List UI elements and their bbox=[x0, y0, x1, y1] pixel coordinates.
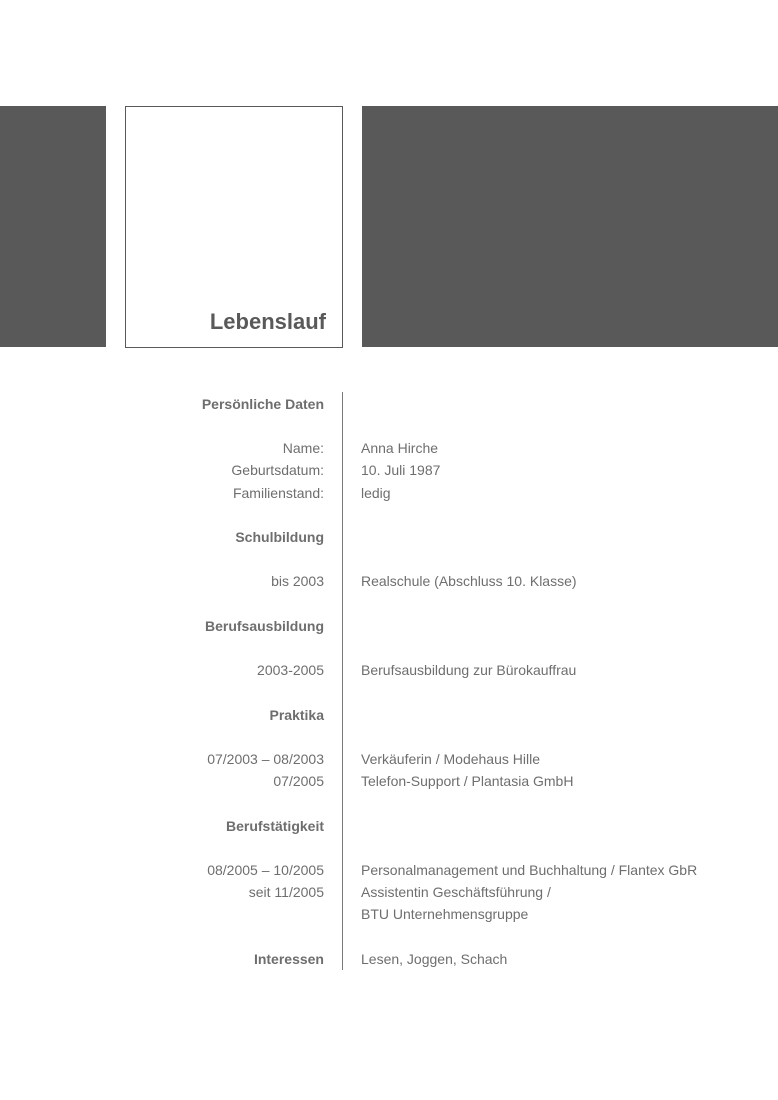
value-birthdate: 10. Juli 1987 bbox=[361, 462, 441, 478]
label-work-2-period: seit 11/2005 bbox=[248, 884, 324, 900]
value-school: Realschule (Abschluss 10. Klasse) bbox=[361, 573, 577, 589]
section-heading-training: Berufsausbildung bbox=[204, 618, 324, 634]
label-marital-status: Familienstand: bbox=[232, 485, 324, 501]
section-heading-internships: Praktika bbox=[269, 707, 324, 723]
label-internship-2-period: 07/2005 bbox=[273, 773, 324, 789]
photo-placeholder bbox=[125, 106, 343, 348]
section-heading-personal: Persönliche Daten bbox=[201, 396, 324, 412]
header-band-right bbox=[362, 106, 778, 347]
label-internship-1-period: 07/2003 – 08/2003 bbox=[207, 751, 324, 767]
value-work-1: Personalmanagement und Buchhaltung / Flantex GbR bbox=[361, 862, 698, 878]
value-name: Anna Hirche bbox=[361, 440, 439, 456]
section-heading-interests: Interessen bbox=[253, 951, 324, 967]
value-training: Berufsausbildung zur Bürokauffrau bbox=[361, 662, 577, 678]
header-band-left bbox=[0, 106, 106, 347]
value-interests: Lesen, Joggen, Schach bbox=[361, 951, 508, 967]
value-marital-status: ledig bbox=[361, 485, 391, 501]
label-school-period: bis 2003 bbox=[271, 573, 324, 589]
section-heading-school: Schulbildung bbox=[235, 529, 324, 545]
label-birthdate: Geburtsdatum: bbox=[231, 462, 324, 478]
value-internship-2: Telefon-Support / Plantasia GmbH bbox=[361, 773, 574, 789]
value-work-2-continuation: BTU Unternehmensgruppe bbox=[361, 906, 529, 922]
value-work-2: Assistentin Geschäftsführung / bbox=[361, 884, 551, 900]
value-internship-1: Verkäuferin / Modehaus Hille bbox=[361, 751, 540, 767]
label-training-period: 2003-2005 bbox=[257, 662, 324, 678]
document-title: Lebenslauf bbox=[209, 309, 326, 334]
label-name: Name: bbox=[282, 440, 324, 456]
column-divider bbox=[342, 392, 343, 970]
section-heading-work: Berufstätigkeit bbox=[225, 818, 324, 834]
label-work-1-period: 08/2005 – 10/2005 bbox=[207, 862, 324, 878]
